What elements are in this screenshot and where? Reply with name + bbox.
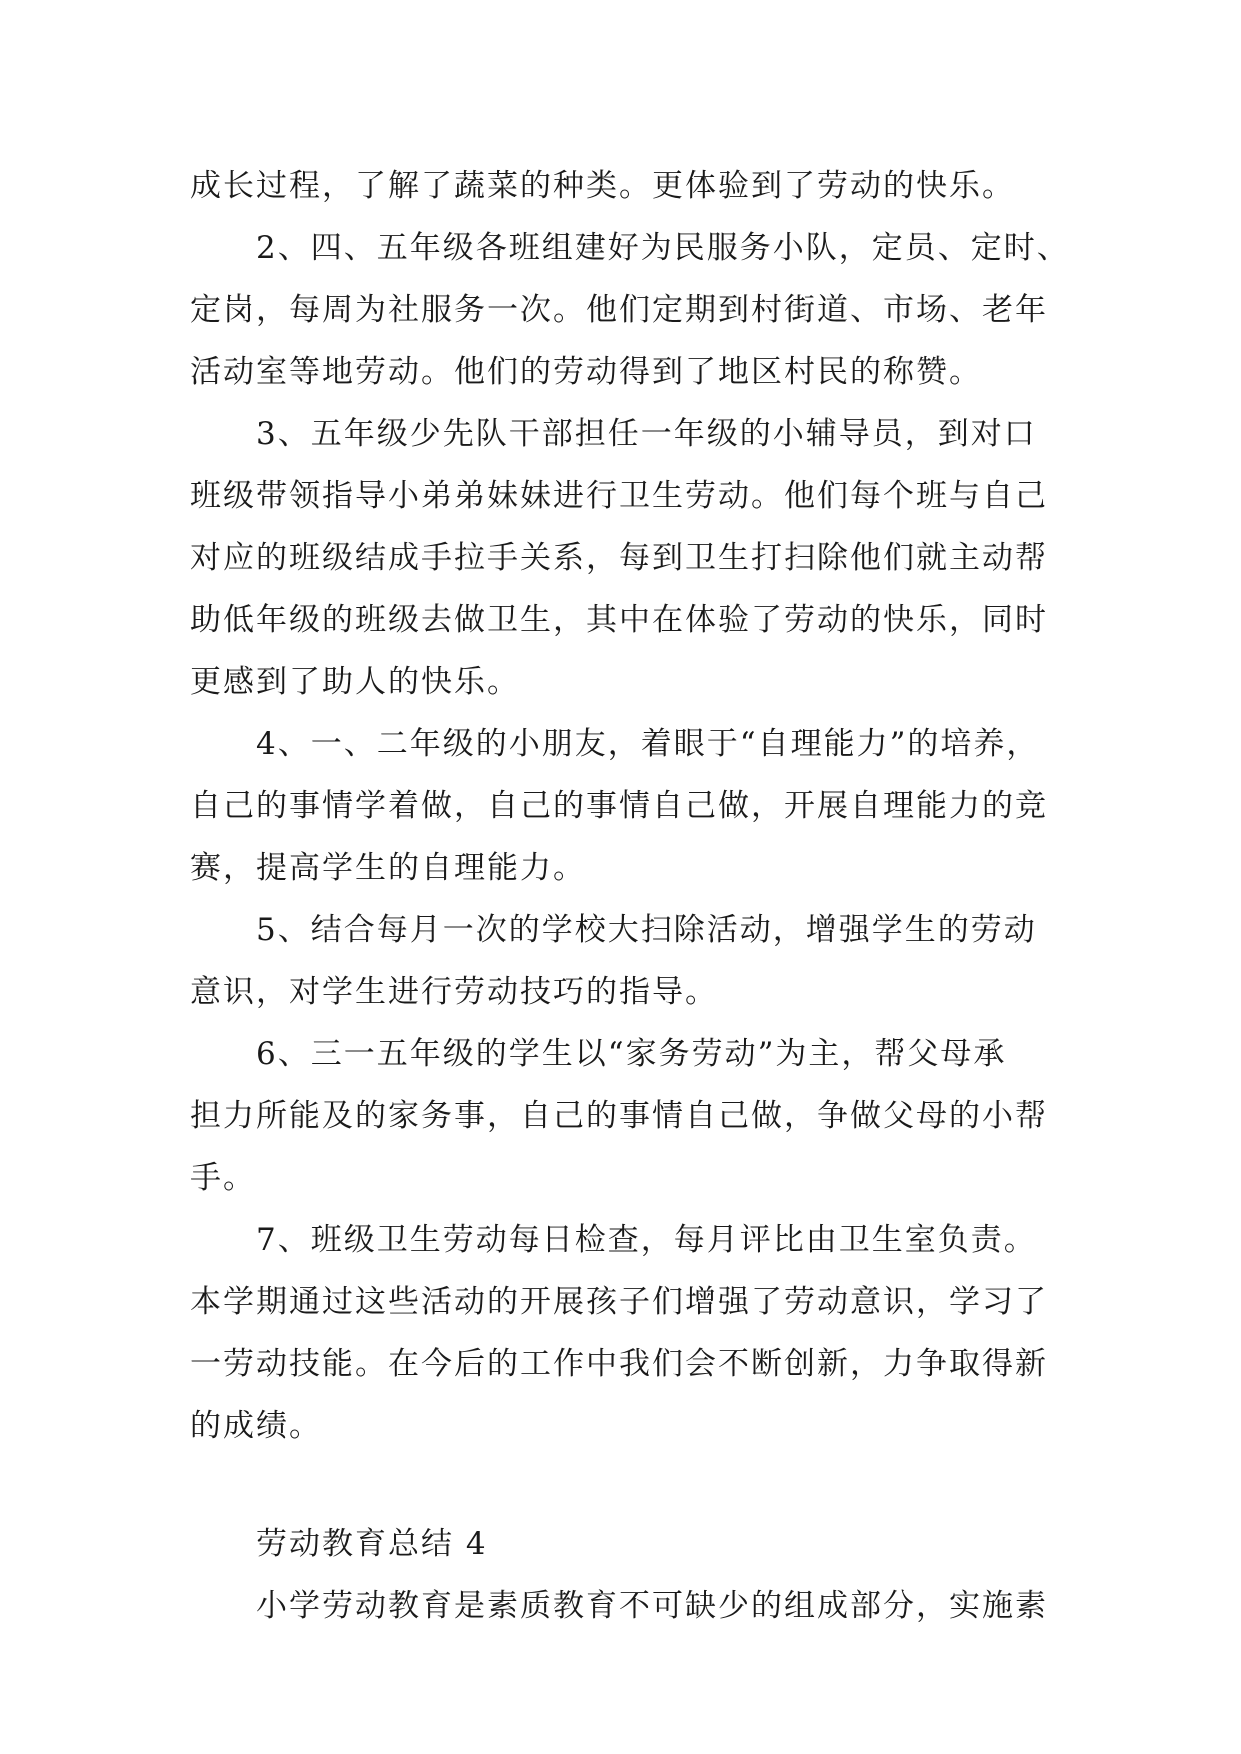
text-line: 一劳动技能。在今后的工作中我们会不断创新，力争取得新: [190, 1346, 1048, 1382]
text-line: 自己的事情学着做，自己的事情自己做，开展自理能力的竞: [190, 788, 1048, 824]
document-body: [190, 155, 1070, 1637]
section-heading: 劳动教育总结 4: [256, 1526, 488, 1562]
text-line: 手。: [190, 1160, 256, 1196]
text-line: 3、五年级少先队干部担任一年级的小辅导员，到对口: [256, 416, 1037, 452]
text-line: 小学劳动教育是素质教育不可缺少的组成部分，实施素: [256, 1588, 1048, 1624]
text-line: 成长过程，了解了蔬菜的种类。更体验到了劳动的快乐。: [190, 168, 1015, 204]
text-line: 的成绩。: [190, 1408, 322, 1444]
text-line: 4、一、二年级的小朋友，着眼于“自理能力”的培养，: [256, 726, 1040, 762]
text-line: 6、三一五年级的学生以“家务劳动”为主，帮父母承: [256, 1036, 1007, 1072]
text-line: 7、班级卫生劳动每日检查，每月评比由卫生室负责。: [256, 1222, 1037, 1258]
text-line: 5、结合每月一次的学校大扫除活动，增强学生的劳动: [256, 912, 1037, 948]
body-paragraphs: [190, 155, 1070, 1457]
text-line: 更感到了助人的快乐。: [190, 664, 520, 700]
text-line: 对应的班级结成手拉手关系，每到卫生打扫除他们就主动帮: [190, 540, 1048, 576]
text-line: 定岗，每周为社服务一次。他们定期到村街道、市场、老年: [190, 292, 1048, 328]
text-line: 担力所能及的家务事，自己的事情自己做，争做父母的小帮: [190, 1098, 1048, 1134]
section-spacer: [190, 1457, 1060, 1513]
text-line: 助低年级的班级去做卫生，其中在体验了劳动的快乐，同时: [190, 602, 1048, 638]
text-line: 2、四、五年级各班组建好为民服务小队，定员、定时、: [256, 230, 1070, 266]
text-line: 意识，对学生进行劳动技巧的指导。: [190, 974, 718, 1010]
text-line: 本学期通过这些活动的开展孩子们增强了劳动意识，学习了: [190, 1284, 1048, 1320]
text-line: 赛，提高学生的自理能力。: [190, 850, 586, 886]
text-line: 班级带领指导小弟弟妹妹进行卫生劳动。他们每个班与自己: [190, 478, 1048, 514]
text-line: 活动室等地劳动。他们的劳动得到了地区村民的称赞。: [190, 354, 982, 390]
